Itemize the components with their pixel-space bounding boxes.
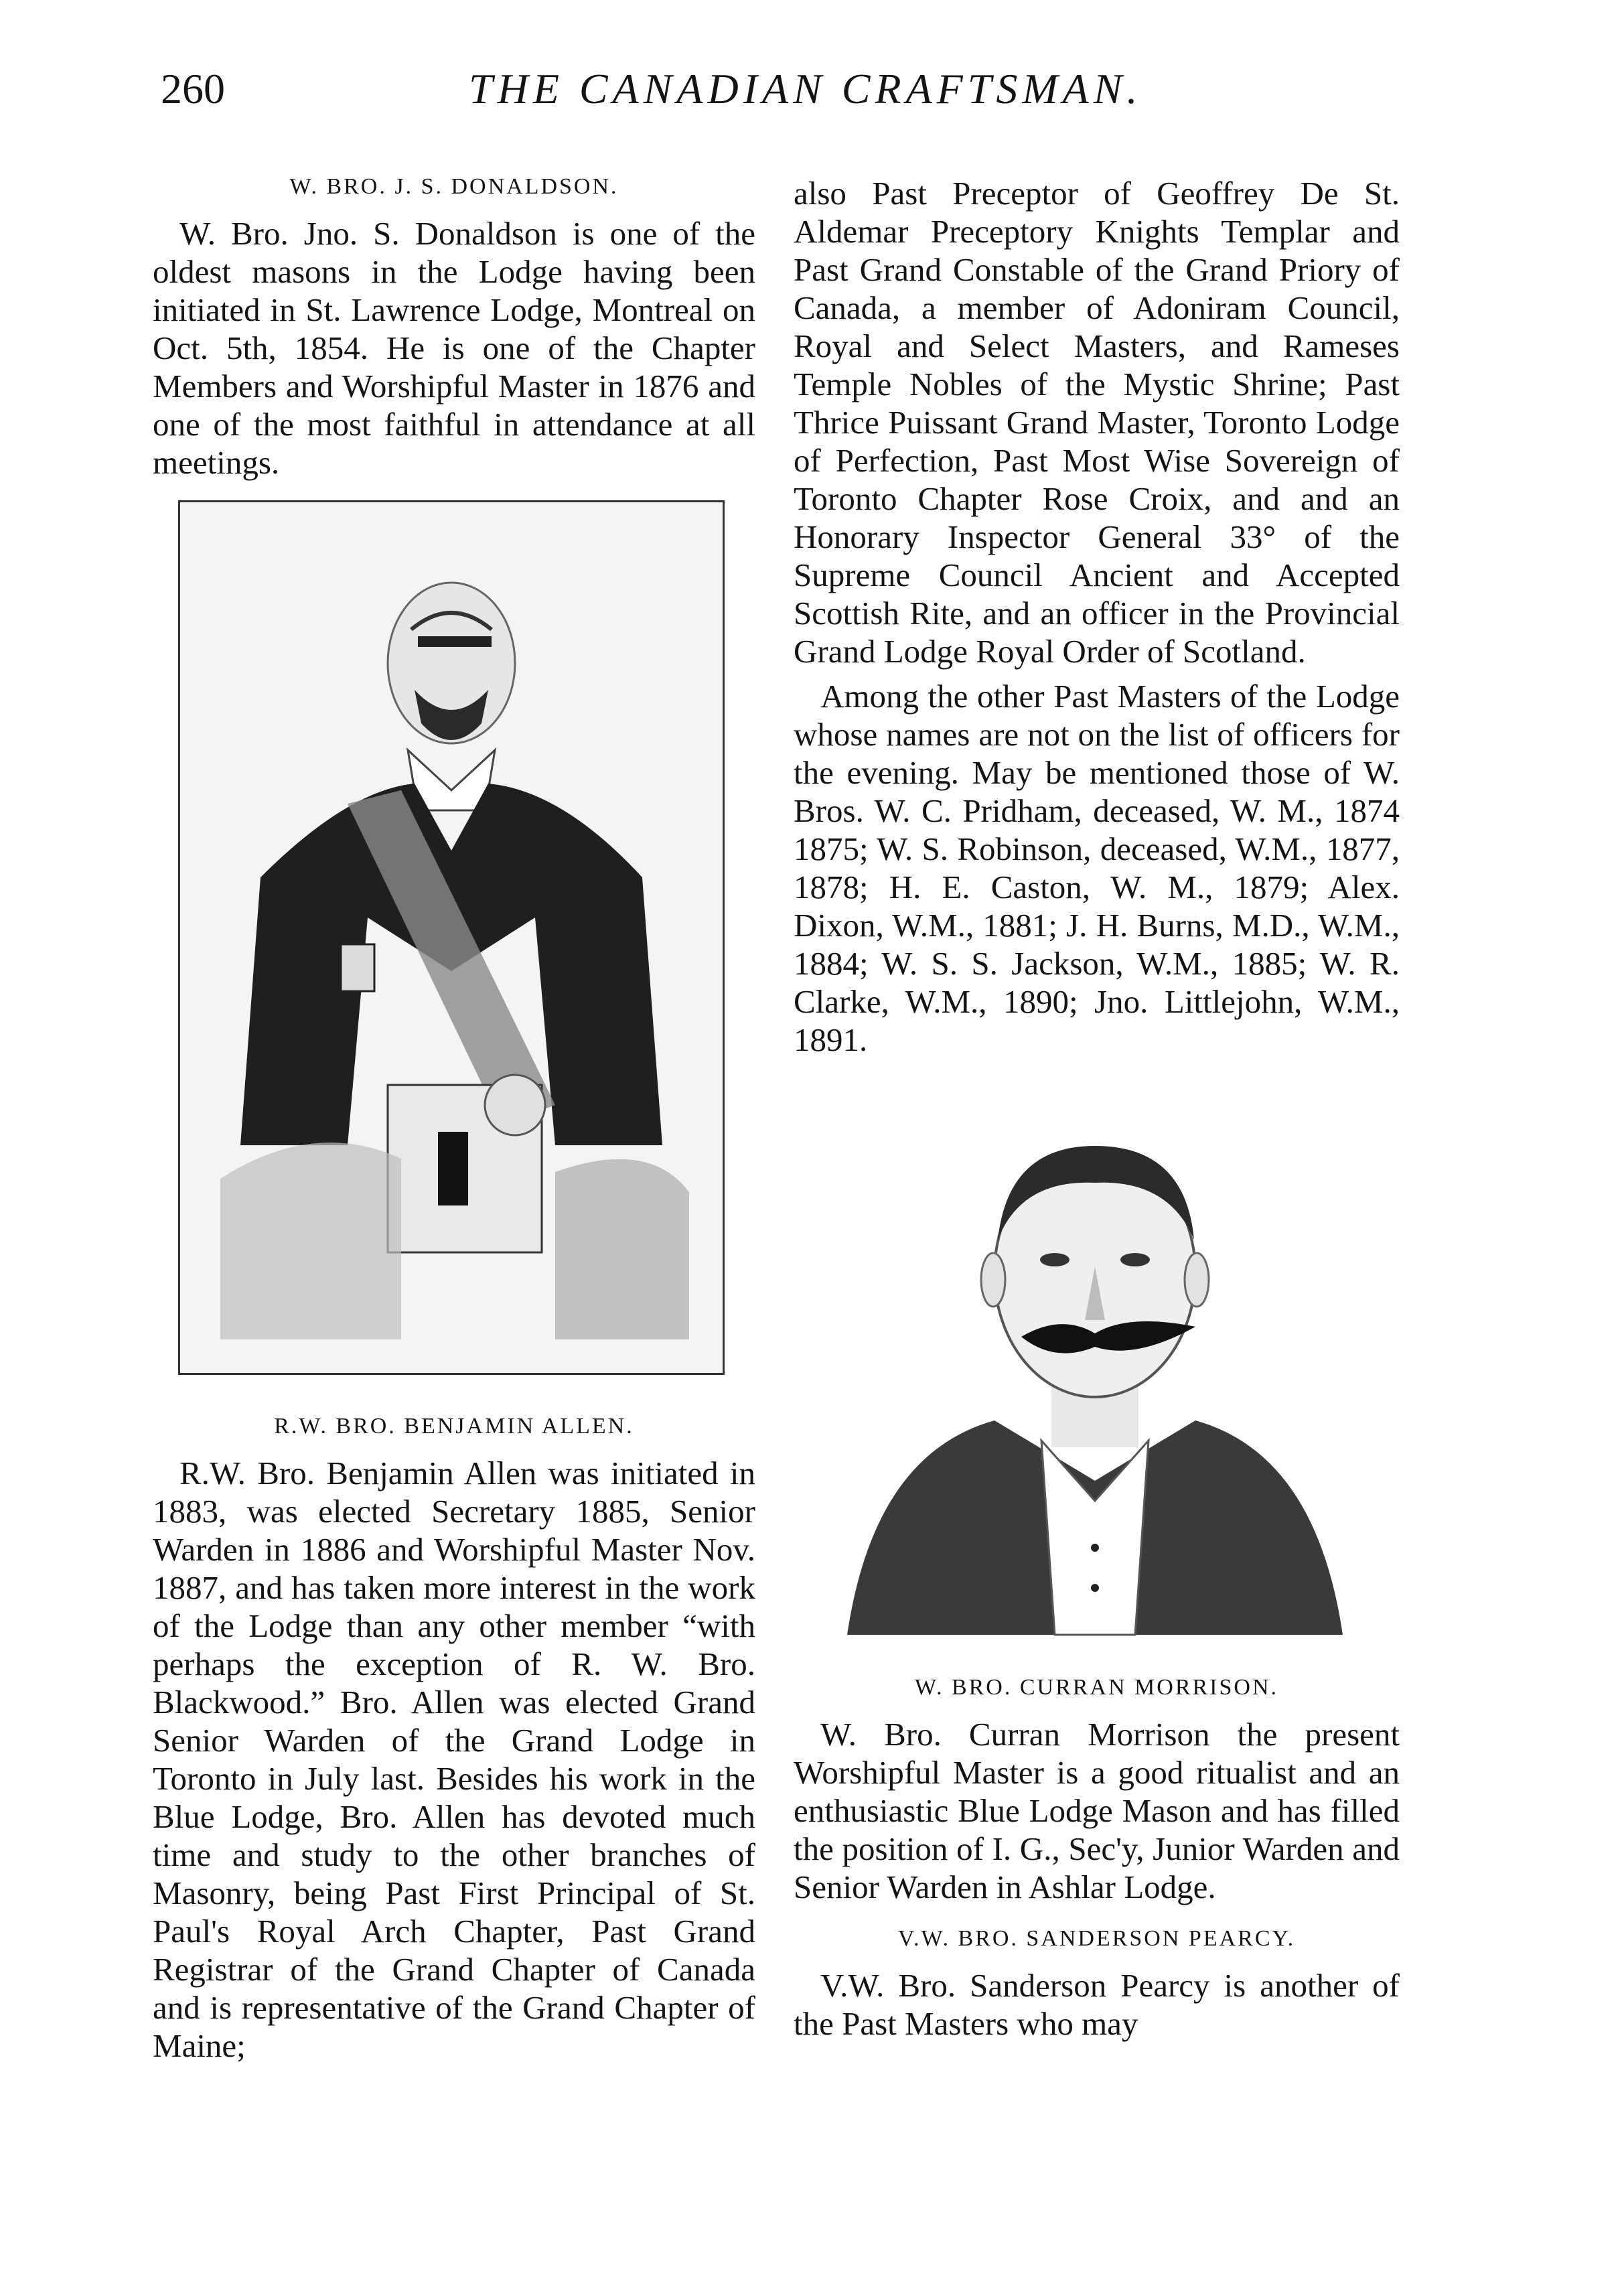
pearcy-paragraph: V.W. Bro. Sanderson Pearcy is another of the Past Masters who may [794,1967,1400,2042]
allen-continued-paragraph: also Past Preceptor of Geoffrey De St. Aldemar Preceptory Knights Templar and Past Grand Constable of the Grand Priory of Canada, a member of Adoniram Council, Royal and Select Masters, and Rameses Temple Nobles of the Mystic Shrine; Past Thrice Puissant Grand Master, Toronto Lodge of Perfection, Past Most Wise Sovereign of Toronto Chapter Rose Croix, and and an Honorary Inspector General 33° of the Supreme Council Ancient and Accepted Scottish Rite, and an officer in the Provincial Grand Lodge Royal Order of Scotland. [794,175,1400,670]
running-title: THE CANADIAN CRAFTSMAN. [469,65,1142,113]
donaldson-heading: W. BRO. J. S. DONALDSON. [289,174,619,199]
left-column [153,174,755,2071]
pearcy-heading: V.W. BRO. SANDERSON PEARCY. [897,1926,1296,1951]
donaldson-paragraph: W. Bro. Jno. S. Donaldson is one of the oldest masons in the Lodge having been initiated in St. Lawrence Lodge, Montreal on Oct. 5th, 1854. He is one of the Chapter Members and Worshipful Master in 1876 and one of the most faithful in attendance at all meetings. [153,215,755,481]
allen-photograph [178,500,725,1375]
page-number: 260 [161,65,225,113]
past-masters-paragraph: Among the other Past Masters of the Lodge whose names are not on the list of officers for the evening. May be mentioned those of W. Bros. W. C. Pridham, deceased, W. M., 1874 1875; W. S. Robinson, deceased, W.M., 1877, 1878; H. E. Caston, W. M., 1879; Alex. Dixon, W.M., 1881; J. H. Burns, M.D., W.M., 1884; W. S. S. Jackson, W.M., 1885; W. R. Clarke, W.M., 1890; Jno. Littlejohn, W.M., 1891. [794,678,1400,1058]
right-column [794,174,1400,2049]
morrison-paragraph: W. Bro. Curran Morrison the present Worshipful Master is a good ritualist and an enthusiastic Blue Lodge Mason and has filled the position of I. G., Sec'y, Junior Warden and Senior Warden in Ashlar Lodge. [794,1716,1400,1905]
page-header [0,64,1624,151]
morrison-caption: W. BRO. CURRAN MORRISON. [914,1675,1279,1700]
allen-caption: R.W. BRO. BENJAMIN ALLEN. [274,1414,634,1439]
allen-paragraph: R.W. Bro. Benjamin Allen was initiated in 1883, was elected Secretary 1885, Senior Warden in 1886 and Worshipful Master Nov. 1887, and has taken more interest in the work of the Lodge than any other member “with perhaps the exception of R. W. Bro. Blackwood.” Bro. Allen was elected Grand Senior Warden of the Grand Lodge in Toronto in July last. Besides his work in the Blue Lodge, Bro. Allen has devoted much time and study to the other branches of Masonry, being Past First Principal of St. Paul's Royal Arch Chapter, Past Grand Registrar of the Grand Chapter of Canada and is representative of the Grand Chapter of Maine; [153,1455,755,2064]
morrison-portrait [820,1106,1370,1655]
